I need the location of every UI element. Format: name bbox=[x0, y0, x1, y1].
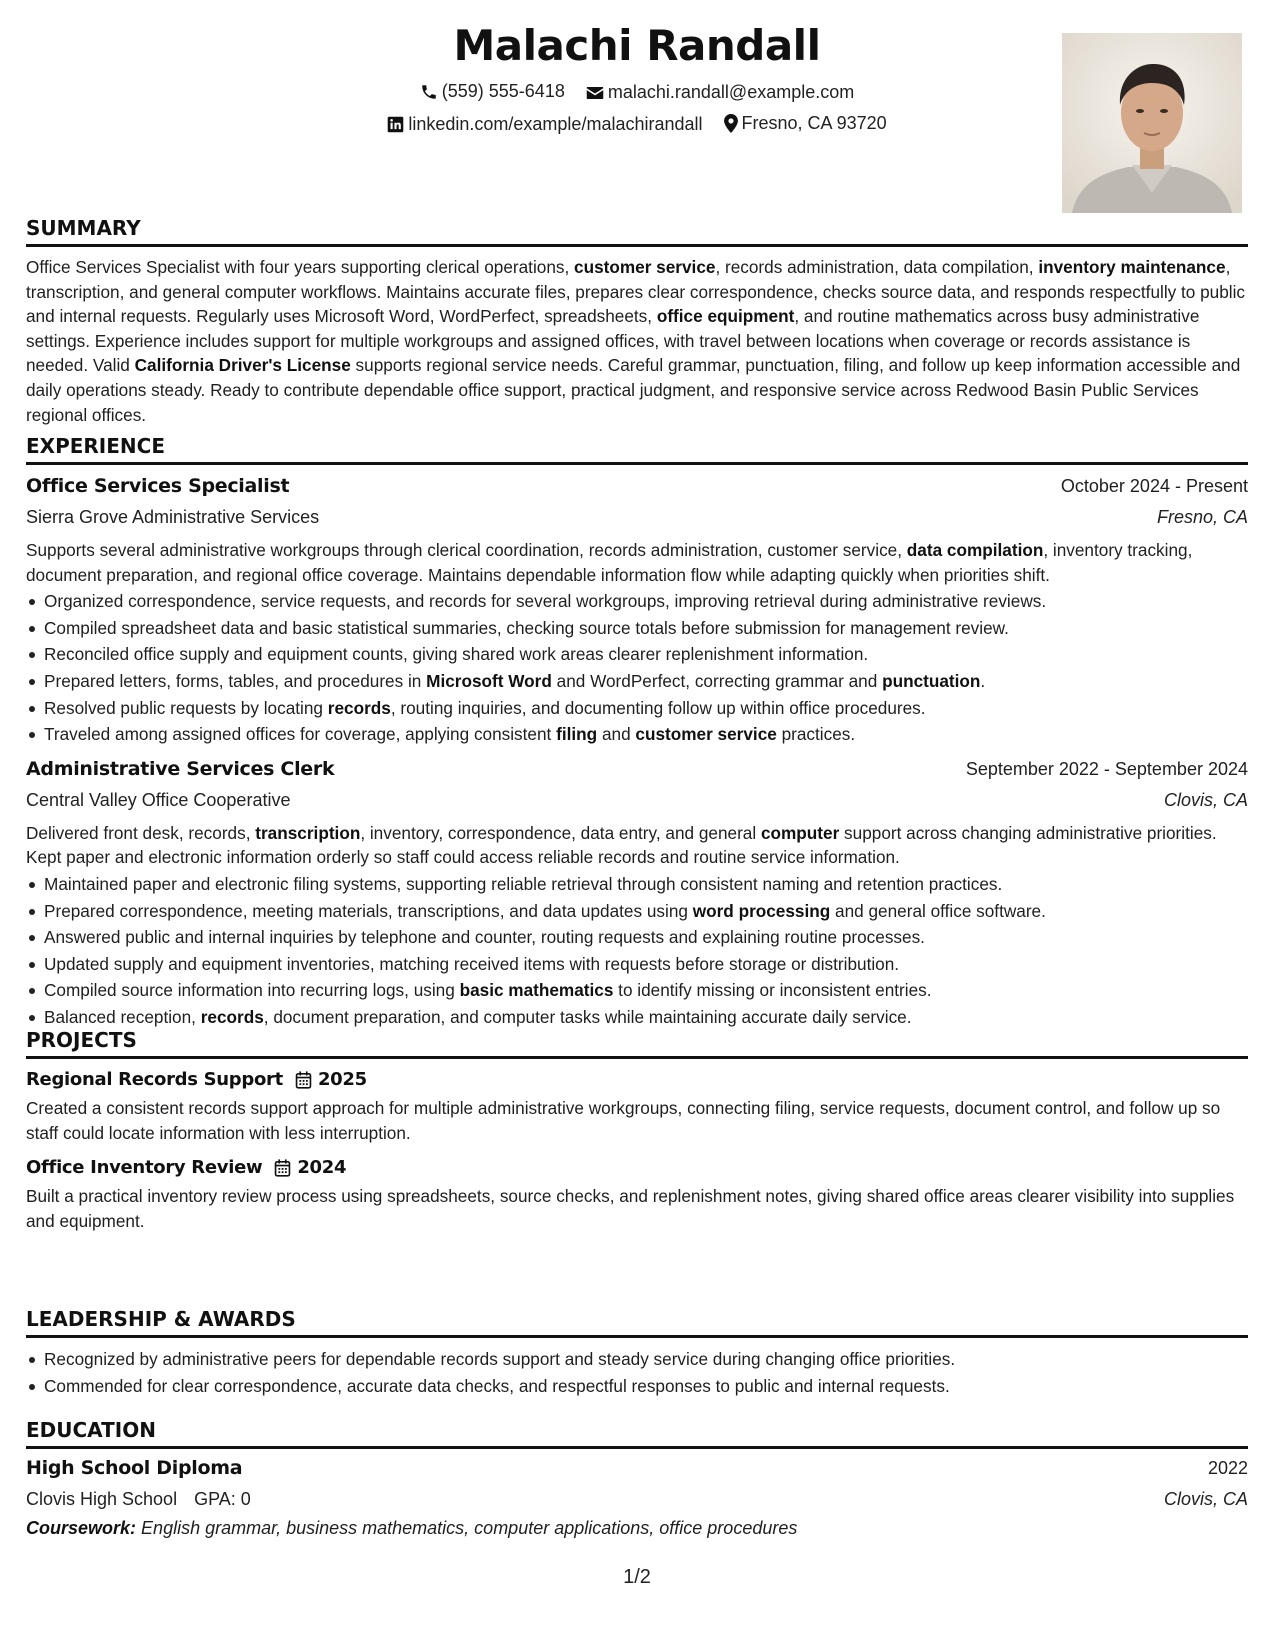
resume-page bbox=[26, 0, 1248, 1650]
envelope-icon bbox=[586, 85, 604, 101]
summary-section bbox=[26, 216, 1248, 427]
candidate-name: Malachi Randall bbox=[453, 21, 821, 70]
project-entry bbox=[26, 1157, 1248, 1233]
bullet-item bbox=[26, 695, 1248, 722]
text-run: Resolved public requests by locating bbox=[44, 697, 328, 718]
text-run: Compiled spreadsheet data and basic statistical summaries, checking source totals before submission for management review. bbox=[44, 617, 1009, 638]
bullet-item bbox=[26, 668, 1248, 695]
bullet-item bbox=[26, 1004, 1248, 1031]
education-heading: EDUCATION bbox=[26, 1418, 1248, 1449]
phone-icon bbox=[420, 83, 438, 101]
email-contact[interactable] bbox=[586, 82, 854, 103]
text-run: Organized correspondence, service requests, and records for several workgroups, improving retrieval during administrative reviews. bbox=[44, 591, 1047, 612]
job-location: Clovis, CA bbox=[1163, 789, 1248, 810]
coursework-list: English grammar, business mathematics, computer applications, office procedures bbox=[141, 1518, 798, 1538]
text-run: and bbox=[597, 724, 636, 745]
bullet-item bbox=[26, 951, 1248, 978]
text-run: , and routine mathematics across busy administrative settings. Experience includes support for multiple workgroups and assigned offices, with travel between locations when coverage or records assistance is needed. Valid bbox=[26, 306, 1200, 376]
text-run: Updated supply and equipment inventories, matching received items with requests before storage or distribution. bbox=[44, 953, 900, 974]
linkedin-contact[interactable] bbox=[387, 114, 702, 135]
text-run: Prepared correspondence, meeting materials, transcriptions, and data updates using bbox=[44, 900, 693, 921]
leadership-heading: LEADERSHIP & AWARDS bbox=[26, 1307, 1248, 1338]
project-year: 2024 bbox=[297, 1157, 347, 1179]
phone-text: (559) 555-6418 bbox=[441, 81, 565, 101]
text-run: Compiled source information into recurring logs, using bbox=[44, 980, 460, 1001]
bold-keyword: transcription bbox=[255, 822, 361, 843]
project-title: Regional Records Support bbox=[26, 1069, 283, 1090]
text-run: Supports several administrative workgroups through clerical coordination, records administration, customer service, bbox=[26, 540, 907, 560]
job-location: Fresno, CA bbox=[1156, 507, 1248, 527]
linkedin-icon bbox=[387, 116, 404, 133]
text-run: , inventory, correspondence, data entry, and general bbox=[360, 822, 761, 843]
job-dates: September 2022 - September 2024 bbox=[965, 758, 1248, 779]
summary-heading: SUMMARY bbox=[26, 216, 1248, 247]
bullet-item bbox=[26, 615, 1248, 642]
text-run: Traveled among assigned offices for coverage, applying consistent bbox=[44, 724, 557, 745]
projects-section bbox=[26, 1028, 1248, 1233]
project-title: Office Inventory Review bbox=[26, 1157, 263, 1179]
school-name: Clovis High School bbox=[26, 1489, 178, 1509]
job-entry bbox=[26, 758, 1248, 1031]
location-text: Fresno, CA 93720 bbox=[741, 113, 887, 133]
bold-keyword: records bbox=[200, 1006, 264, 1027]
job-dates: October 2024 - Present bbox=[1060, 476, 1248, 496]
coursework-label: Coursework: bbox=[26, 1518, 137, 1538]
graduation-year: 2022 bbox=[1207, 1458, 1248, 1478]
projects-heading: PROJECTS bbox=[26, 1028, 1248, 1059]
school-location: Clovis, CA bbox=[1163, 1489, 1248, 1509]
bold-keyword: data compilation bbox=[906, 540, 1044, 560]
job-description bbox=[26, 538, 1248, 587]
leadership-item: Recognized by administrative peers for dependable records support and steady service during changing office priorities. bbox=[26, 1346, 1248, 1373]
bullet-item bbox=[26, 871, 1248, 898]
text-run: Answered public and internal inquiries by telephone and counter, routing requests and explaining routine processes. bbox=[44, 927, 925, 948]
text-run: Prepared letters, forms, tables, and procedures in bbox=[44, 670, 427, 691]
bold-keyword: punctuation bbox=[882, 670, 981, 691]
text-run: support across changing administrative priorities. Kept paper and electronic information orderly so staff could access reliable records and routine service information. bbox=[26, 822, 1217, 868]
profile-photo bbox=[1062, 33, 1242, 213]
text-run: Maintained paper and electronic filing systems, supporting reliable retrieval through consistent naming and retention practices. bbox=[44, 873, 1003, 894]
bullet-item bbox=[26, 898, 1248, 925]
text-run: to identify missing or inconsistent entries. bbox=[613, 980, 932, 1001]
bold-keyword: Microsoft Word bbox=[426, 670, 552, 691]
bullet-item bbox=[26, 588, 1248, 615]
job-company: Central Valley Office Cooperative bbox=[26, 789, 291, 810]
calendar-icon bbox=[274, 1159, 291, 1177]
bullet-item bbox=[26, 924, 1248, 951]
map-pin-icon bbox=[724, 114, 738, 133]
education-section bbox=[26, 1418, 1248, 1539]
degree-title: High School Diploma bbox=[26, 1457, 243, 1479]
job-bullets bbox=[26, 588, 1248, 748]
experience-heading: EXPERIENCE bbox=[26, 434, 1248, 465]
bullet-item bbox=[26, 721, 1248, 748]
text-run: and WordPerfect, correcting grammar and bbox=[551, 670, 883, 691]
bold-keyword: filing bbox=[556, 724, 598, 745]
bold-keyword: office equipment bbox=[656, 306, 795, 327]
bold-keyword: California Driver's License bbox=[134, 355, 351, 376]
profile-photo-illustration bbox=[1062, 33, 1242, 213]
coursework bbox=[26, 1518, 1248, 1539]
text-run: , records administration, data compilation, bbox=[715, 257, 1039, 277]
job-title: Administrative Services Clerk bbox=[26, 757, 335, 780]
bold-keyword: customer service bbox=[635, 724, 777, 745]
job-description bbox=[26, 821, 1248, 870]
bullet-item bbox=[26, 641, 1248, 668]
project-description: Created a consistent records support approach for multiple administrative workgroups, connecting filing, service requests, document control, and follow up so staff could locate information with less interruption. bbox=[26, 1098, 1221, 1143]
text-run: Reconciled office supply and equipment counts, giving shared work areas clearer replenishment information. bbox=[44, 644, 869, 665]
job-entry bbox=[26, 475, 1248, 748]
text-run: Office Services Specialist with four years supporting clerical operations, bbox=[26, 257, 575, 277]
leadership-bullets bbox=[26, 1346, 1248, 1399]
project-year: 2025 bbox=[317, 1069, 367, 1090]
bold-keyword: records bbox=[327, 697, 391, 718]
text-run: supports regional service needs. Careful grammar, punctuation, filing, and follow up keep information accessible and daily operations steady. Ready to contribute dependable office support, practical judgment, and responsive service across Redwood Basin Public Services regional offices. bbox=[26, 355, 1241, 425]
text-run: Balanced reception, bbox=[44, 1006, 201, 1027]
gpa: GPA: 0 bbox=[194, 1489, 251, 1509]
leadership-section bbox=[26, 1307, 1248, 1399]
bullet-item bbox=[26, 977, 1248, 1004]
job-company: Sierra Grove Administrative Services bbox=[26, 507, 320, 527]
page-number: 1/2 bbox=[623, 1566, 651, 1588]
phone-contact bbox=[420, 81, 565, 102]
email-text[interactable]: malachi.randall@example.com bbox=[607, 82, 855, 102]
experience-section bbox=[26, 434, 1248, 1031]
leadership-item: Commended for clear correspondence, accurate data checks, and respectful responses to public and internal requests. bbox=[26, 1373, 1248, 1400]
text-run: , transcription, and general computer workflows. Maintains accurate files, prepares clear correspondence, checks source data, and responds respectfully to public and internal requests. Regularly uses Microsoft Word, WordPerfect, spreadsheets, bbox=[26, 257, 1246, 327]
job-title: Office Services Specialist bbox=[26, 475, 290, 497]
resume-header bbox=[26, 0, 1248, 228]
text-run: practices. bbox=[776, 724, 856, 745]
bold-keyword: basic mathematics bbox=[459, 980, 614, 1001]
location-contact bbox=[724, 113, 887, 134]
project-entry bbox=[26, 1069, 1248, 1145]
text-run: , document preparation, and computer tasks while maintaining accurate daily service. bbox=[263, 1006, 912, 1027]
linkedin-text[interactable]: linkedin.com/example/malachirandall bbox=[408, 114, 703, 134]
bold-keyword: inventory maintenance bbox=[1038, 257, 1226, 277]
text-run: and general office software. bbox=[830, 900, 1046, 921]
calendar-icon bbox=[295, 1071, 312, 1089]
job-bullets bbox=[26, 871, 1248, 1031]
text-run: , inventory tracking, document preparation, and regional office coverage. Maintains dependable information flow while adapting quickly when priorities shift. bbox=[26, 540, 1193, 585]
bold-keyword: word processing bbox=[692, 900, 831, 921]
project-description: Built a practical inventory review process using spreadsheets, source checks, and replenishment notes, giving shared office areas clearer visibility into supplies and equipment. bbox=[26, 1186, 1235, 1231]
text-run: . bbox=[980, 670, 986, 691]
bold-keyword: customer service bbox=[574, 257, 716, 277]
text-run: , routing inquiries, and documenting follow up within office procedures. bbox=[390, 697, 926, 718]
bold-keyword: computer bbox=[760, 822, 840, 843]
summary-text bbox=[26, 255, 1248, 427]
text-run: Delivered front desk, records, bbox=[26, 822, 256, 843]
